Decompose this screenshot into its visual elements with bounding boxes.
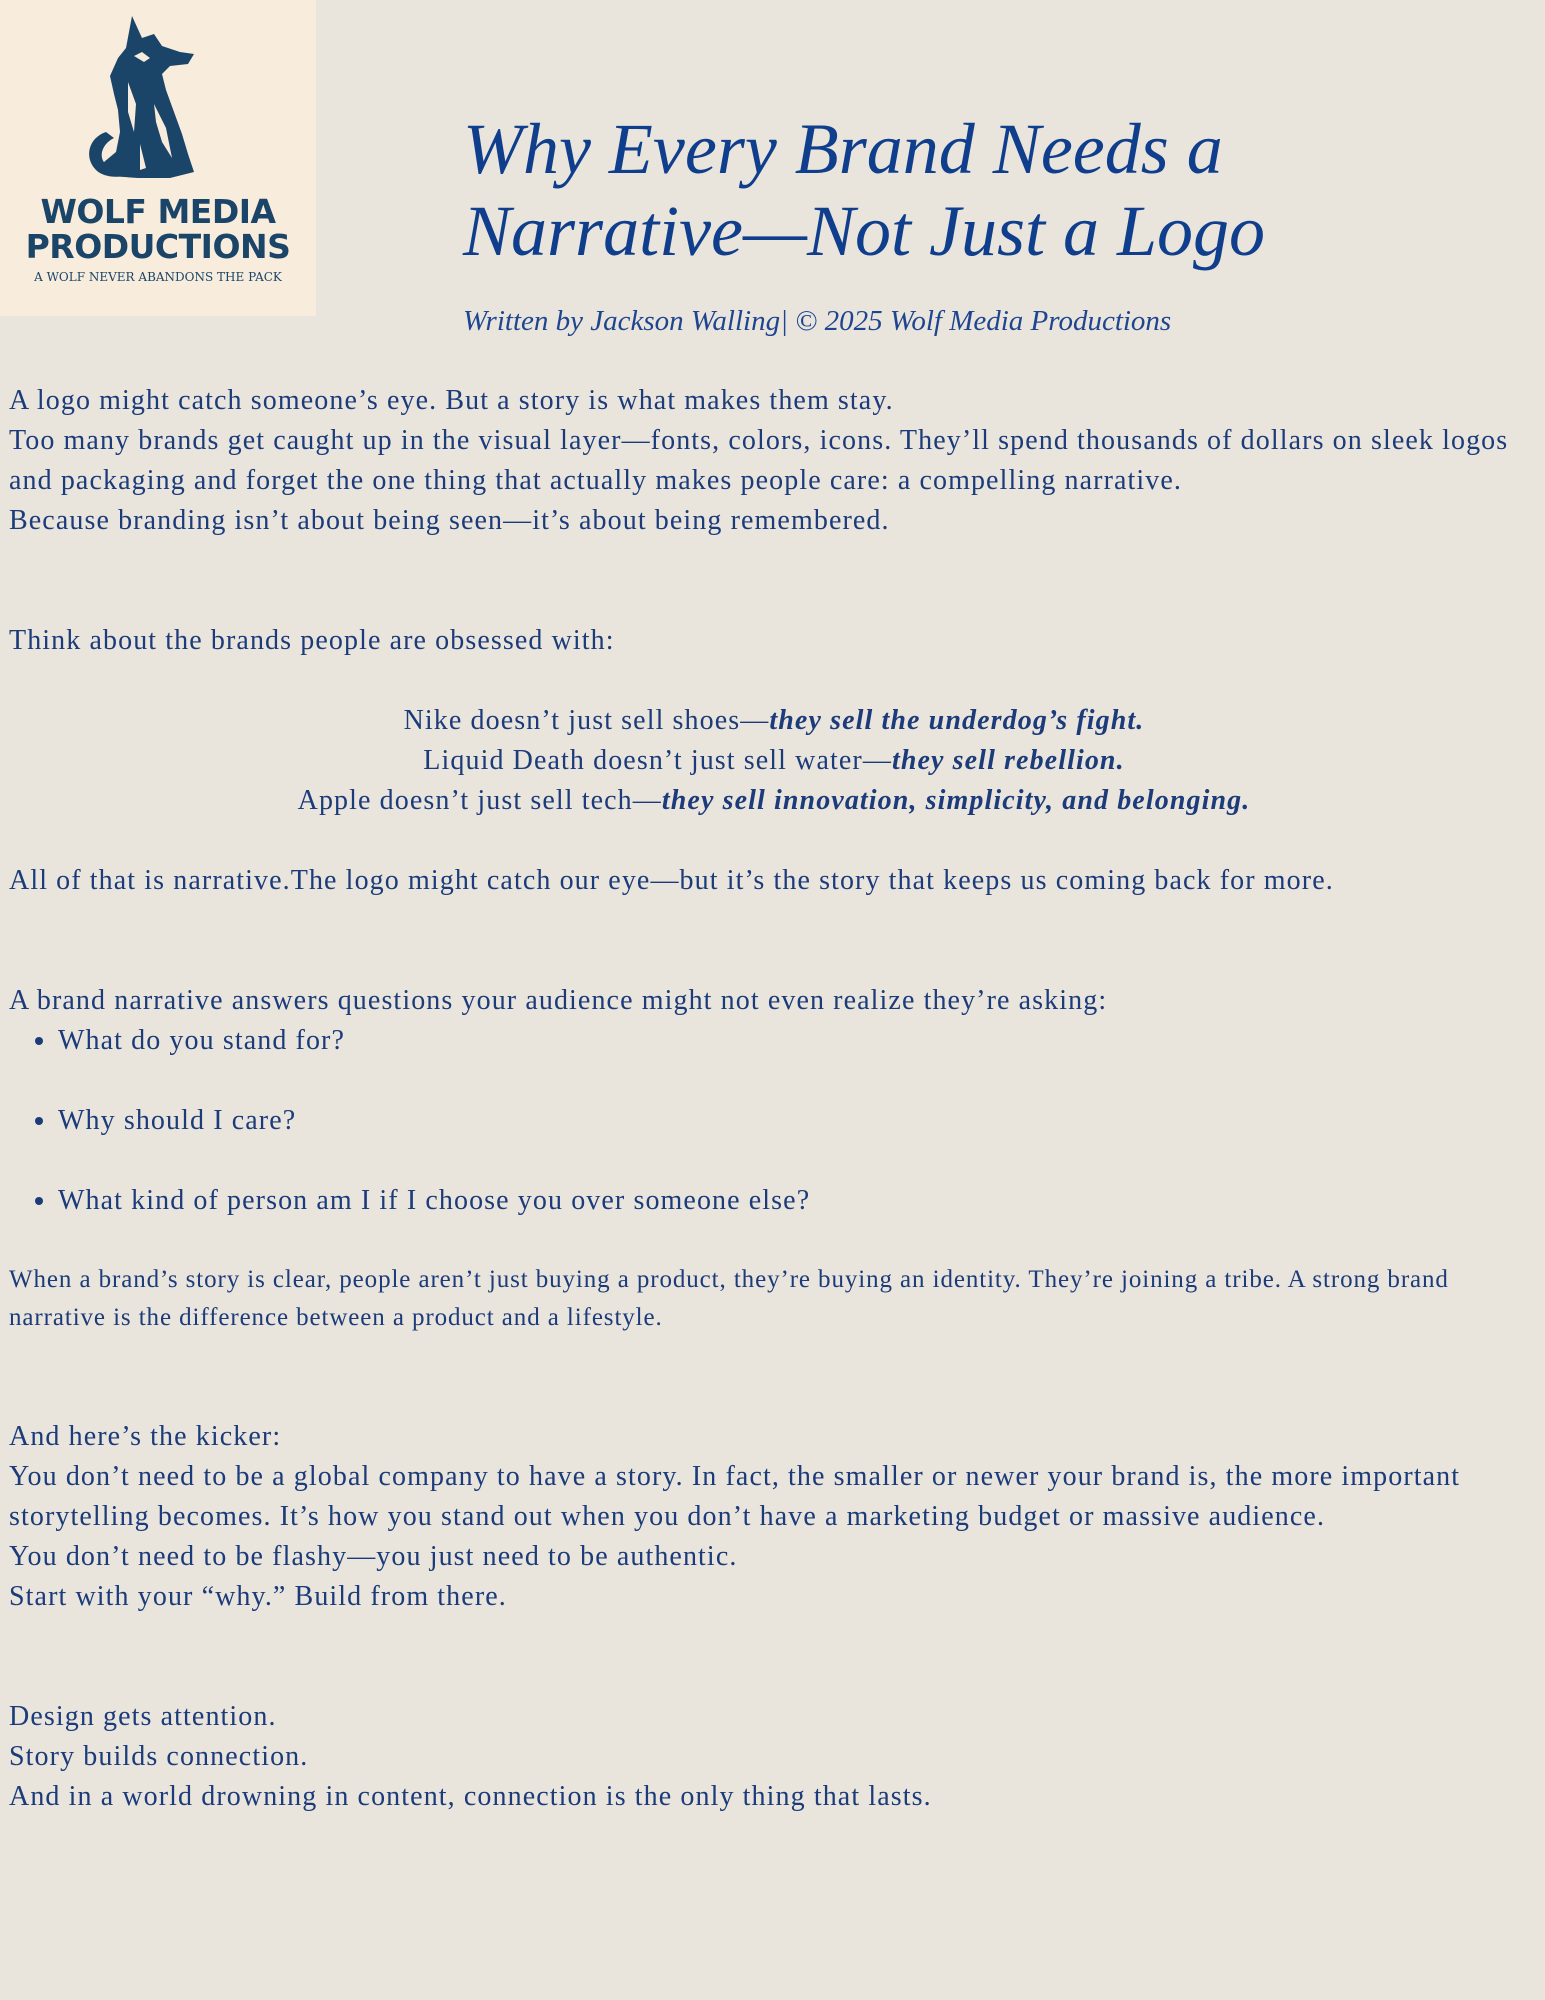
article-title [463,108,1503,272]
example-liquid-death [9,741,1539,781]
byline: Written by Jackson Walling| © 2025 Wolf Media Productions [463,305,1172,337]
questions-list [9,1021,1539,1221]
title-line-1: Why Every Brand Needs a [463,109,1223,189]
article-body [9,381,1539,1817]
brand-examples [9,701,1539,821]
list-item: • What do you stand for? [58,1021,1539,1061]
closing-line-3: And in a world drowning in content, connection is the only thing that lasts. [9,1781,932,1812]
closing-line-1: Design gets attention. [9,1701,277,1732]
identity-paragraph: When a brand’s story is clear, people aren’t just buying a product, they’re buying an identity. They’re joining a tribe. A strong brand narrative is the difference between a product and a lifestyle. [9,1266,1449,1331]
example-nike-text: Nike doesn’t just sell shoes— [403,705,770,736]
example-apple [9,781,1539,821]
questions-intro: A brand narrative answers questions your audience might not even realize they’re asking: [9,985,1108,1016]
example-nike-emphasis: they sell the underdog’s fight. [769,705,1145,736]
intro-line-1: A logo might catch someone’s eye. But a story is what makes them stay. [9,385,894,416]
example-apple-emphasis: they sell innovation, simplicity, and belonging. [661,785,1251,816]
intro-line-2: Too many brands get caught up in the visual layer—fonts, colors, icons. They’ll spend thousands of dollars on sleek logos and packaging and forget the one thing that actually makes people care: a compelling narrative. [9,425,1509,496]
example-liquid-death-text: Liquid Death doesn’t just sell water— [423,745,892,776]
narrative-paragraph: All of that is narrative.The logo might catch our eye—but it’s the story that keeps us coming back for more. [9,865,1334,896]
intro-line-3: Because branding isn’t about being seen—it’s about being remembered. [9,505,890,536]
logo-title-line1: WOLF MEDIA [40,192,276,231]
logo-title-line2: PRODUCTIONS [25,227,291,266]
kicker-line-4: Start with your “why.” Build from there. [9,1581,507,1612]
logo-tagline: A WOLF NEVER ABANDONS THE PACK [34,270,282,284]
closing-line-2: Story builds connection. [9,1741,309,1772]
example-apple-text: Apple doesn’t just sell tech— [297,785,662,816]
brand-logo [0,0,316,316]
kicker-line-1: And here’s the kicker: [9,1421,282,1452]
kicker-line-2: You don’t need to be a global company to have a story. In fact, the smaller or newer your brand is, the more important storytelling becomes. It’s how you stand out when you don’t have a marketing budget or massive audience. [9,1461,1461,1532]
list-item: • Why should I care? [58,1101,1539,1141]
example-liquid-death-emphasis: they sell rebellion. [891,745,1125,776]
list-item: • What kind of person am I if I choose you over someone else? [58,1181,1539,1221]
think-paragraph: Think about the brands people are obsessed with: [9,625,615,656]
title-line-2: Narrative—Not Just a Logo [463,191,1266,271]
kicker-line-3: You don’t need to be flashy—you just need to be authentic. [9,1541,738,1572]
example-nike [9,701,1539,741]
wolf-icon [70,12,246,184]
